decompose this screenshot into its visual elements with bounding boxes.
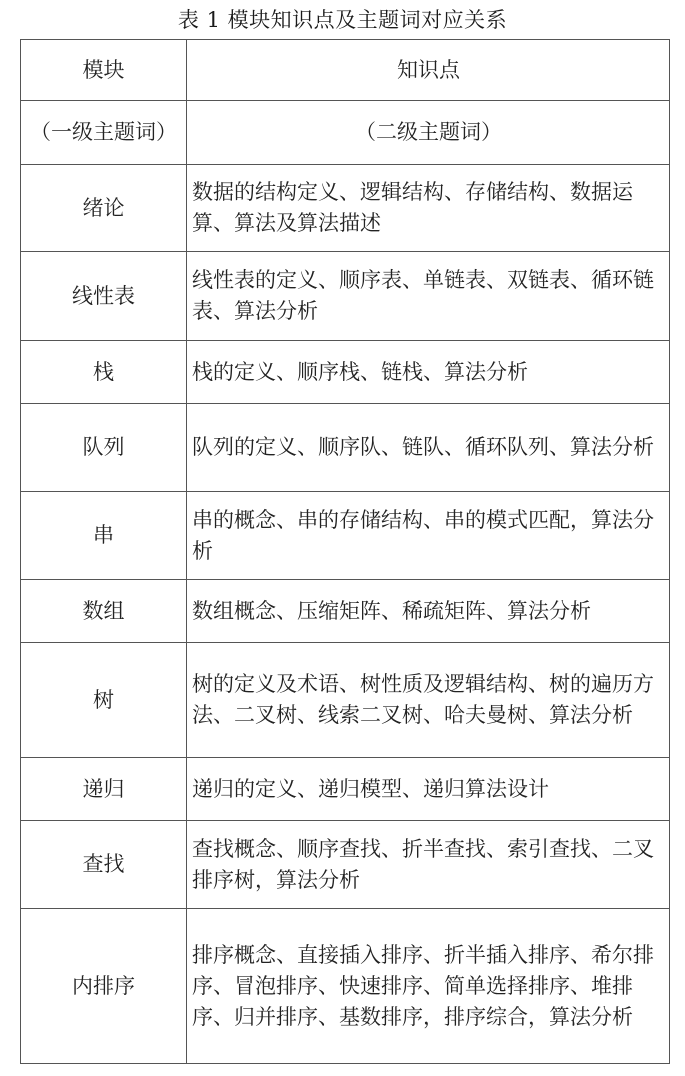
table-caption: 表 1 模块知识点及主题词对应关系 (177, 8, 508, 32)
header-row (21, 40, 670, 101)
table-row (21, 492, 670, 580)
table-row (21, 909, 670, 1064)
table-row (21, 821, 670, 909)
knowledge-points-cell: 栈的定义、顺序栈、链栈、算法分析 (187, 341, 670, 404)
module-cell: 树 (21, 643, 187, 758)
subheader-level1-keyword: （一级主题词） (21, 101, 187, 165)
module-cell: 栈 (21, 341, 187, 404)
module-cell: 内排序 (21, 909, 187, 1064)
subheader-level2-keyword: （二级主题词） (187, 101, 670, 165)
table-row (21, 341, 670, 404)
module-cell: 绪论 (21, 165, 187, 252)
knowledge-points-cell: 线性表的定义、顺序表、单链表、双链表、循环链表、算法分析 (187, 252, 670, 341)
module-cell: 递归 (21, 758, 187, 821)
module-cell: 串 (21, 492, 187, 580)
knowledge-points-cell: 排序概念、直接插入排序、折半插入排序、希尔排序、冒泡排序、快速排序、简单选择排序、堆排序、归并排序、基数排序，排序综合，算法分析 (187, 909, 670, 1064)
table-row (21, 165, 670, 252)
module-cell: 线性表 (21, 252, 187, 341)
module-knowledge-table (20, 39, 670, 1064)
header-knowledge-points: 知识点 (187, 40, 670, 101)
knowledge-points-cell: 查找概念、顺序查找、折半查找、索引查找、二叉排序树，算法分析 (187, 821, 670, 909)
subheader-row (21, 101, 670, 165)
header-module: 模块 (21, 40, 187, 101)
table-row (21, 404, 670, 492)
table-row (21, 758, 670, 821)
module-cell: 数组 (21, 580, 187, 643)
table-row (21, 643, 670, 758)
module-cell: 查找 (21, 821, 187, 909)
knowledge-points-cell: 串的概念、串的存储结构、串的模式匹配，算法分析 (187, 492, 670, 580)
module-cell: 队列 (21, 404, 187, 492)
knowledge-points-cell: 数组概念、压缩矩阵、稀疏矩阵、算法分析 (187, 580, 670, 643)
knowledge-points-cell: 队列的定义、顺序队、链队、循环队列、算法分析 (187, 404, 670, 492)
knowledge-points-cell: 树的定义及术语、树性质及逻辑结构、树的遍历方法、二叉树、线索二叉树、哈夫曼树、算法分析 (187, 643, 670, 758)
table-body (21, 40, 670, 1064)
table-row (21, 580, 670, 643)
table-row (21, 252, 670, 341)
knowledge-points-cell: 数据的结构定义、逻辑结构、存储结构、数据运算、算法及算法描述 (187, 165, 670, 252)
knowledge-points-cell: 递归的定义、递归模型、递归算法设计 (187, 758, 670, 821)
